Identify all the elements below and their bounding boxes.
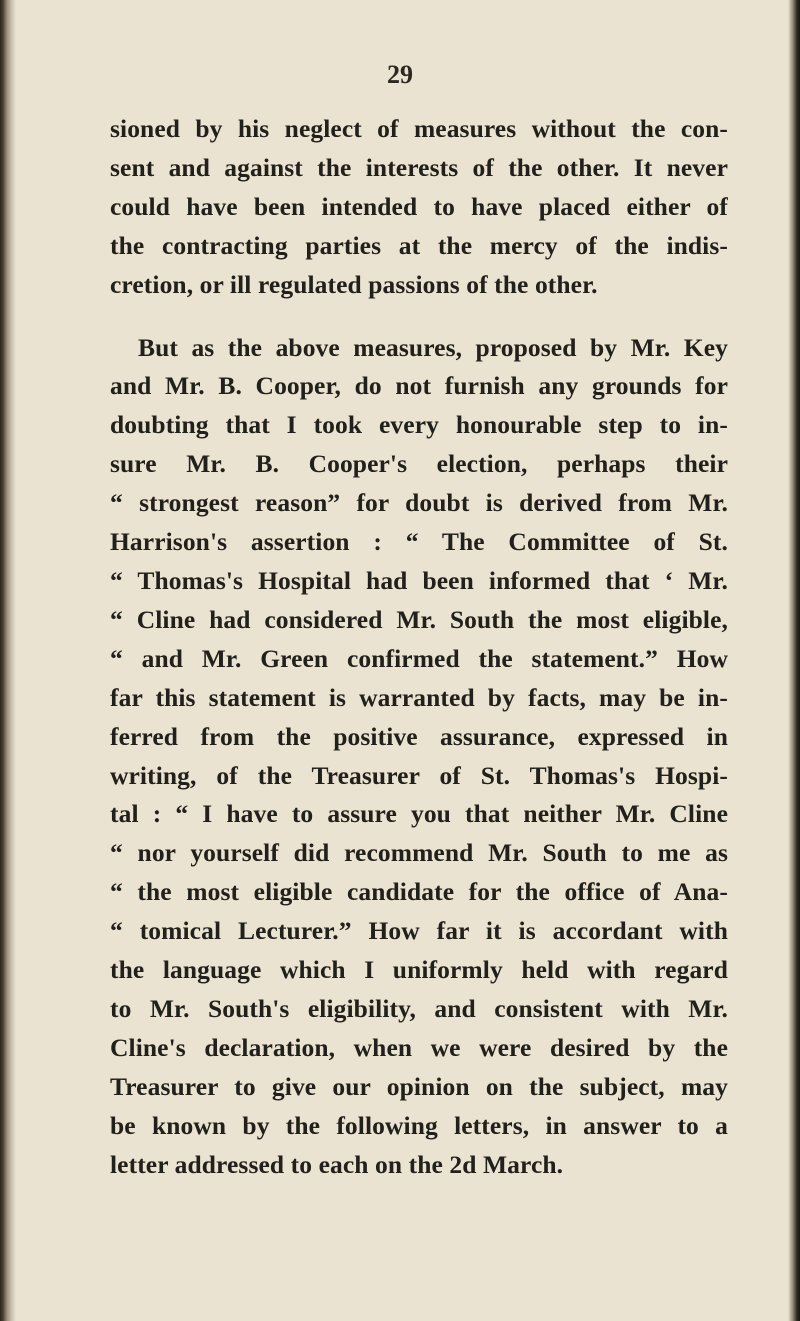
text-line: Treasurer to give our opinion on the subject, may bbox=[110, 1071, 728, 1101]
text-line: far this statement is warranted by facts, may be in- bbox=[110, 682, 728, 712]
text-line: “ Thomas's Hospital had been informed that ‘ Mr. bbox=[110, 565, 728, 595]
text-line: ferred from the positive assurance, expressed in bbox=[110, 721, 728, 751]
text-line: letter addressed to each on the 2d March. bbox=[110, 1149, 564, 1179]
text-line: Cline's declaration, when we were desired by the bbox=[110, 1032, 728, 1062]
text-line: to Mr. South's eligibility, and consistent with Mr. bbox=[110, 993, 728, 1023]
text-line: doubting that I took every honourable step to in- bbox=[110, 410, 728, 440]
text-line: and Mr. B. Cooper, do not furnish any grounds for bbox=[110, 371, 728, 401]
page-edge bbox=[788, 0, 800, 1321]
page-number: 29 bbox=[387, 60, 413, 89]
text-line: the contracting parties at the mercy of the indis- bbox=[110, 230, 728, 260]
paragraph-2 bbox=[110, 329, 728, 1185]
text-line: could have been intended to have placed either of bbox=[110, 191, 728, 221]
binding-gutter bbox=[0, 0, 16, 1321]
text-line: sioned by his neglect of measures without the con- bbox=[110, 114, 728, 143]
text-line: cretion, or ill regulated passions of the other. bbox=[110, 269, 598, 299]
text-line: “ the most eligible candidate for the office of Ana- bbox=[110, 877, 728, 907]
text-line: “ and Mr. Green confirmed the statement.” How bbox=[110, 643, 728, 673]
text-line: the language which I uniformly held with regard bbox=[110, 955, 728, 985]
text-line: be known by the following letters, in answer to a bbox=[110, 1110, 728, 1140]
paragraph-gap bbox=[110, 305, 728, 329]
paragraph-1 bbox=[110, 110, 728, 305]
text-line: writing, of the Treasurer of St. Thomas's Hospi- bbox=[110, 760, 728, 790]
text-line: “ strongest reason” for doubt is derived from Mr. bbox=[110, 488, 728, 518]
text-line: sure Mr. B. Cooper's election, perhaps their bbox=[110, 449, 728, 479]
text-line: sent and against the interests of the other. It never bbox=[110, 152, 728, 182]
text-line: But as the above measures, proposed by Mr. Key bbox=[138, 332, 728, 362]
text-line: “ Cline had considered Mr. South the most eligible, bbox=[110, 604, 728, 634]
text-line: “ tomical Lecturer.” How far it is accordant with bbox=[110, 916, 728, 946]
text-line: “ nor yourself did recommend Mr. South to me as bbox=[110, 838, 728, 868]
text-line: Harrison's assertion : “ The Committee of St. bbox=[110, 527, 728, 557]
body-text bbox=[110, 110, 728, 1184]
text-line: tal : “ I have to assure you that neither Mr. Cline bbox=[110, 799, 728, 829]
